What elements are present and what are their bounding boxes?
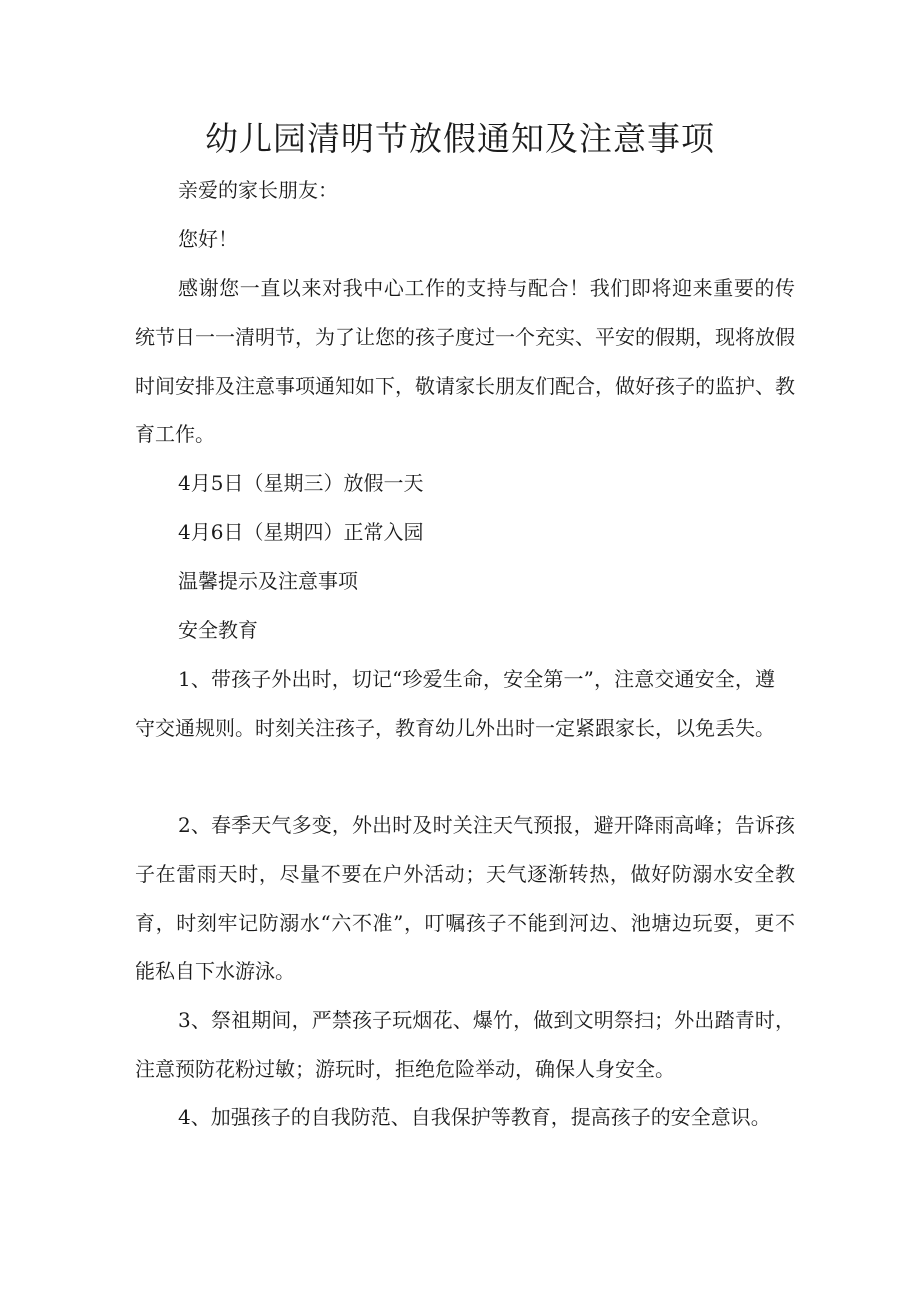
safety-item-4: 4、加强孩子的自我防范、自我保护等教育，提高孩子的安全意识。 [178, 1105, 771, 1129]
intro-paragraph: 感谢您一直以来对我中心工作的支持与配合！我们即将迎来重要的传统节日一一清明节，为了让您的孩子度过一个充实、平安的假期，现将放假时间安排及注意事项通知如下，敬请家长朋友们配合，做好孩子的监护、教育工作。 [135, 276, 795, 447]
safety-item-1: 1、带孩子外出时，切记“珍爱生命，安全第一”，注意交通安全，遵守交通规则。时刻关注孩子，教育幼儿外出时一定紧跟家长，以免丢失。 [135, 667, 775, 740]
safety-item-3: 3、祭祖期间，严禁孩子玩烟花、爆竹，做到文明祭扫；外出踏青时，注意预防花粉过敏；游玩时，拒绝危险举动，确保人身安全。 [135, 1008, 795, 1081]
safety-heading: 安全教育 [178, 618, 258, 642]
greeting: 亲爱的家长朋友： [178, 178, 338, 202]
safety-item-2: 2、春季天气多变，外出时及时关注天气预报，避开降雨高峰；告诉孩子在雷雨天时，尽量不要在户外活动；天气逐渐转热，做好防溺水安全教育，时刻牢记防溺水“六不准”，叮嘱孩子不能到河边、池塘边玩耍，更不能私自下水游泳。 [135, 813, 795, 984]
hello: 您好！ [178, 227, 238, 251]
document-title: 幼儿园清明节放假通知及注意事项 [205, 119, 715, 158]
schedule-holiday: 4月5日（星期三）放假一天 [178, 471, 424, 495]
schedule-return: 4月6日（星期四）正常入园 [178, 520, 424, 544]
tips-heading: 温馨提示及注意事项 [178, 569, 358, 593]
